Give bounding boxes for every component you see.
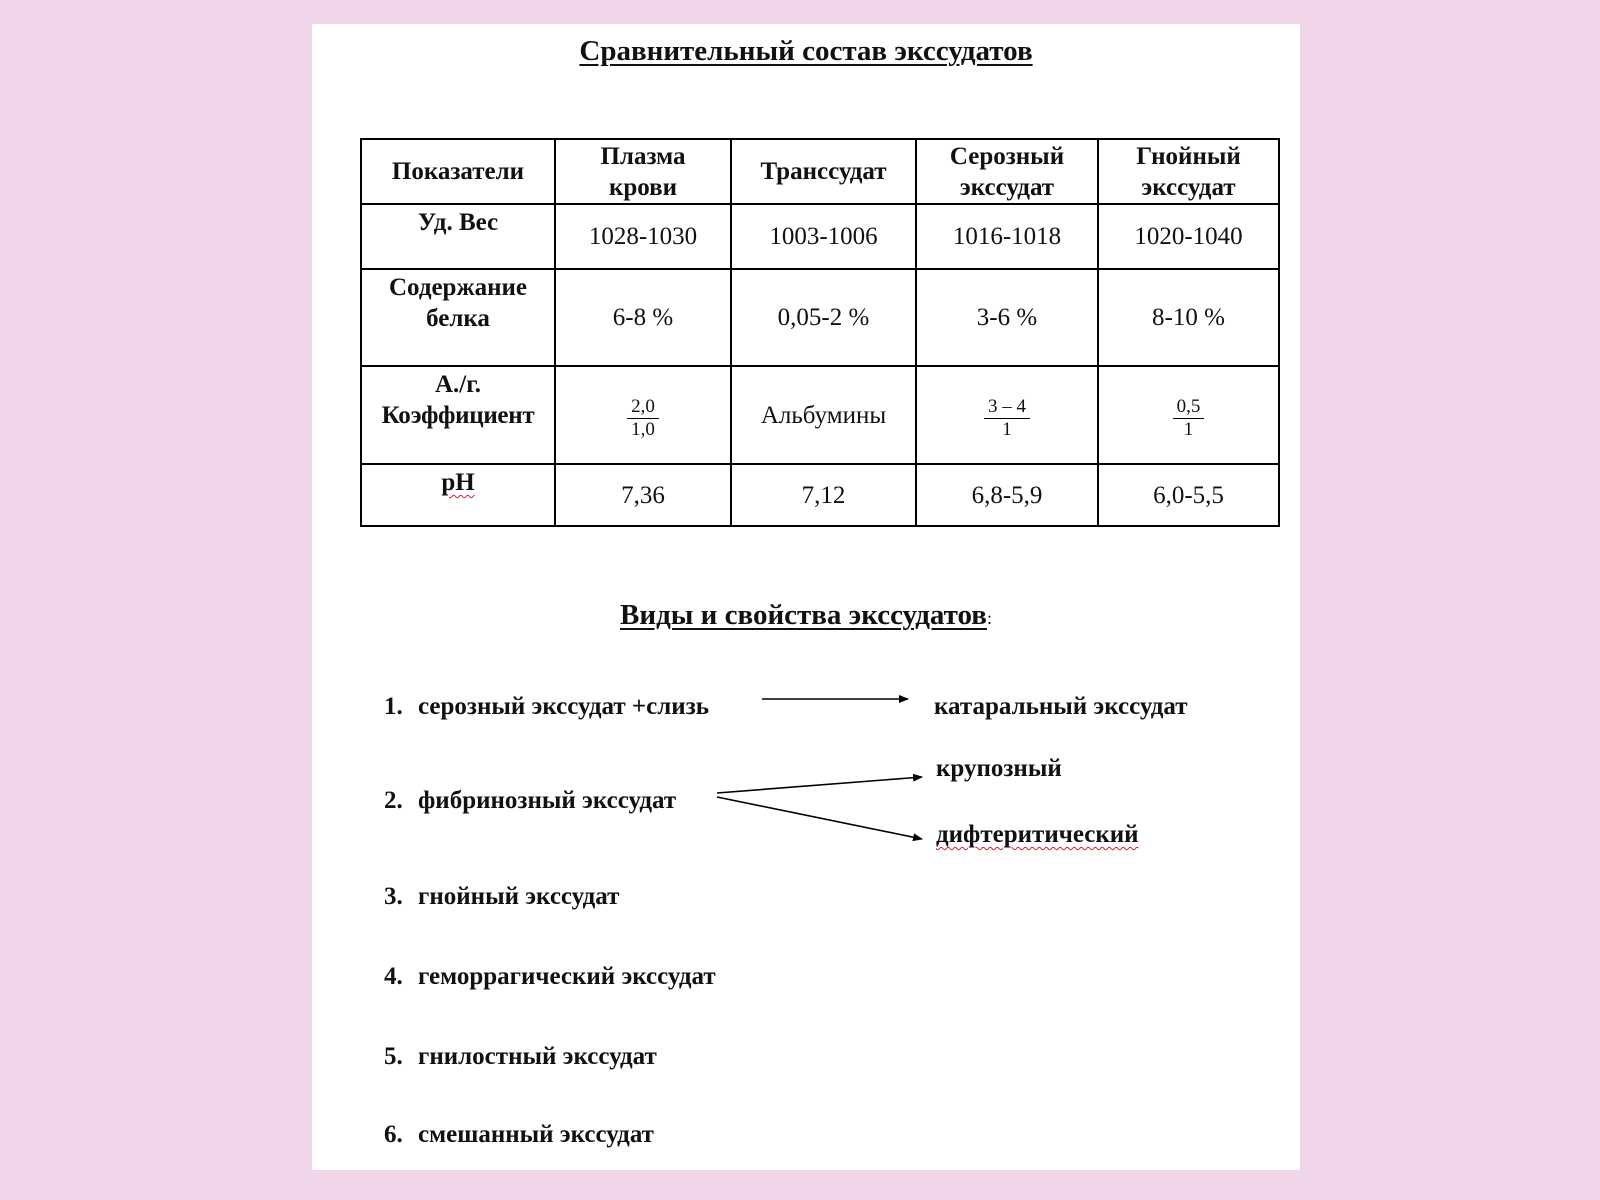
list-item-number: 5.	[384, 1043, 403, 1070]
header-plasma-text: Плазма крови	[600, 142, 686, 201]
header-transudate: Транссудат	[731, 139, 916, 204]
fraction-denominator: 1	[1183, 419, 1194, 440]
list-item	[384, 1042, 657, 1072]
cell-value: 3-6 %	[916, 269, 1098, 366]
table-row	[361, 366, 1279, 464]
cell-value: 6,0-5,5	[1098, 464, 1279, 526]
target-diphtheritic	[936, 820, 1139, 850]
header-purulent-text: Гнойный экссудат	[1136, 142, 1241, 201]
fraction-numerator: 3 – 4	[984, 396, 1030, 419]
table-header-row	[361, 139, 1279, 204]
list-item-text: фибринозный экссудат	[418, 787, 677, 814]
fraction-numerator: 2,0	[627, 396, 659, 419]
header-serous	[916, 139, 1098, 204]
row-label-protein	[361, 269, 555, 366]
cell-fraction	[555, 366, 731, 464]
cell-value: Альбумины	[731, 366, 916, 464]
list-item	[384, 882, 619, 912]
header-indicators: Показатели	[361, 139, 555, 204]
list-item	[384, 1120, 654, 1150]
cell-value: 0,05-2 %	[731, 269, 916, 366]
row-label-ag-coefficient	[361, 366, 555, 464]
list-item-number: 1.	[384, 693, 403, 720]
fraction-denominator: 1,0	[631, 419, 655, 440]
row-label-specific-gravity: Уд. Вес	[361, 204, 555, 269]
table-row	[361, 464, 1279, 526]
types-title-text: Виды и свойства экссудатов	[620, 599, 987, 631]
list-item	[384, 962, 716, 992]
cell-fraction	[1098, 366, 1279, 464]
cell-fraction	[916, 366, 1098, 464]
list-item-text: геморрагический экссудат	[418, 963, 716, 990]
list-item-text: смешанный экссудат	[418, 1121, 654, 1148]
arrow-icon	[717, 777, 922, 793]
arrow-icon	[717, 797, 922, 839]
list-item-text: гнилостный экссудат	[418, 1043, 657, 1070]
types-title-colon: :	[986, 608, 992, 628]
row-label-ph-text: pH	[441, 469, 475, 496]
composition-table	[360, 138, 1280, 527]
list-item	[384, 786, 676, 816]
row-label-ag-line2: Коэффициент	[381, 402, 535, 429]
fraction	[1173, 396, 1205, 441]
comparison-title-text: Сравнительный состав экссудатов	[579, 35, 1033, 67]
cell-value: 7,12	[731, 464, 916, 526]
fraction	[984, 396, 1030, 441]
cell-value: 6,8-5,9	[916, 464, 1098, 526]
row-label-ph	[361, 464, 555, 526]
fraction-numerator: 0,5	[1173, 396, 1205, 419]
cell-value: 6-8 %	[555, 269, 731, 366]
document-page	[312, 24, 1300, 1170]
cell-value: 7,36	[555, 464, 731, 526]
fraction-denominator: 1	[1002, 419, 1012, 440]
row-label-protein-text: Содержание белка	[388, 274, 527, 332]
list-item-number: 6.	[384, 1121, 403, 1148]
cell-value: 1028-1030	[555, 204, 731, 269]
row-label-ag-line1: А./г.	[434, 371, 482, 398]
header-plasma	[555, 139, 731, 204]
cell-value: 1016-1018	[916, 204, 1098, 269]
comparison-title	[312, 34, 1300, 68]
header-serous-text: Серозный экссудат	[949, 142, 1065, 201]
types-title	[312, 598, 1300, 635]
table-row	[361, 204, 1279, 269]
target-diphtheritic-text: дифтеритический	[936, 821, 1139, 848]
target-catarrhal: катаральный экссудат	[934, 693, 1188, 720]
list-item-number: 4.	[384, 963, 403, 990]
list-item-text: гнойный экссудат	[418, 883, 620, 910]
fraction	[627, 396, 659, 441]
list-item-number: 3.	[384, 883, 403, 910]
cell-value: 1003-1006	[731, 204, 916, 269]
target-croupous: крупозный	[936, 755, 1062, 782]
header-purulent	[1098, 139, 1279, 204]
list-item-number: 2.	[384, 787, 403, 814]
list-item	[384, 692, 709, 722]
table-row	[361, 269, 1279, 366]
cell-value: 1020-1040	[1098, 204, 1279, 269]
list-item-text: серозный экссудат +слизь	[418, 693, 709, 720]
cell-value: 8-10 %	[1098, 269, 1279, 366]
